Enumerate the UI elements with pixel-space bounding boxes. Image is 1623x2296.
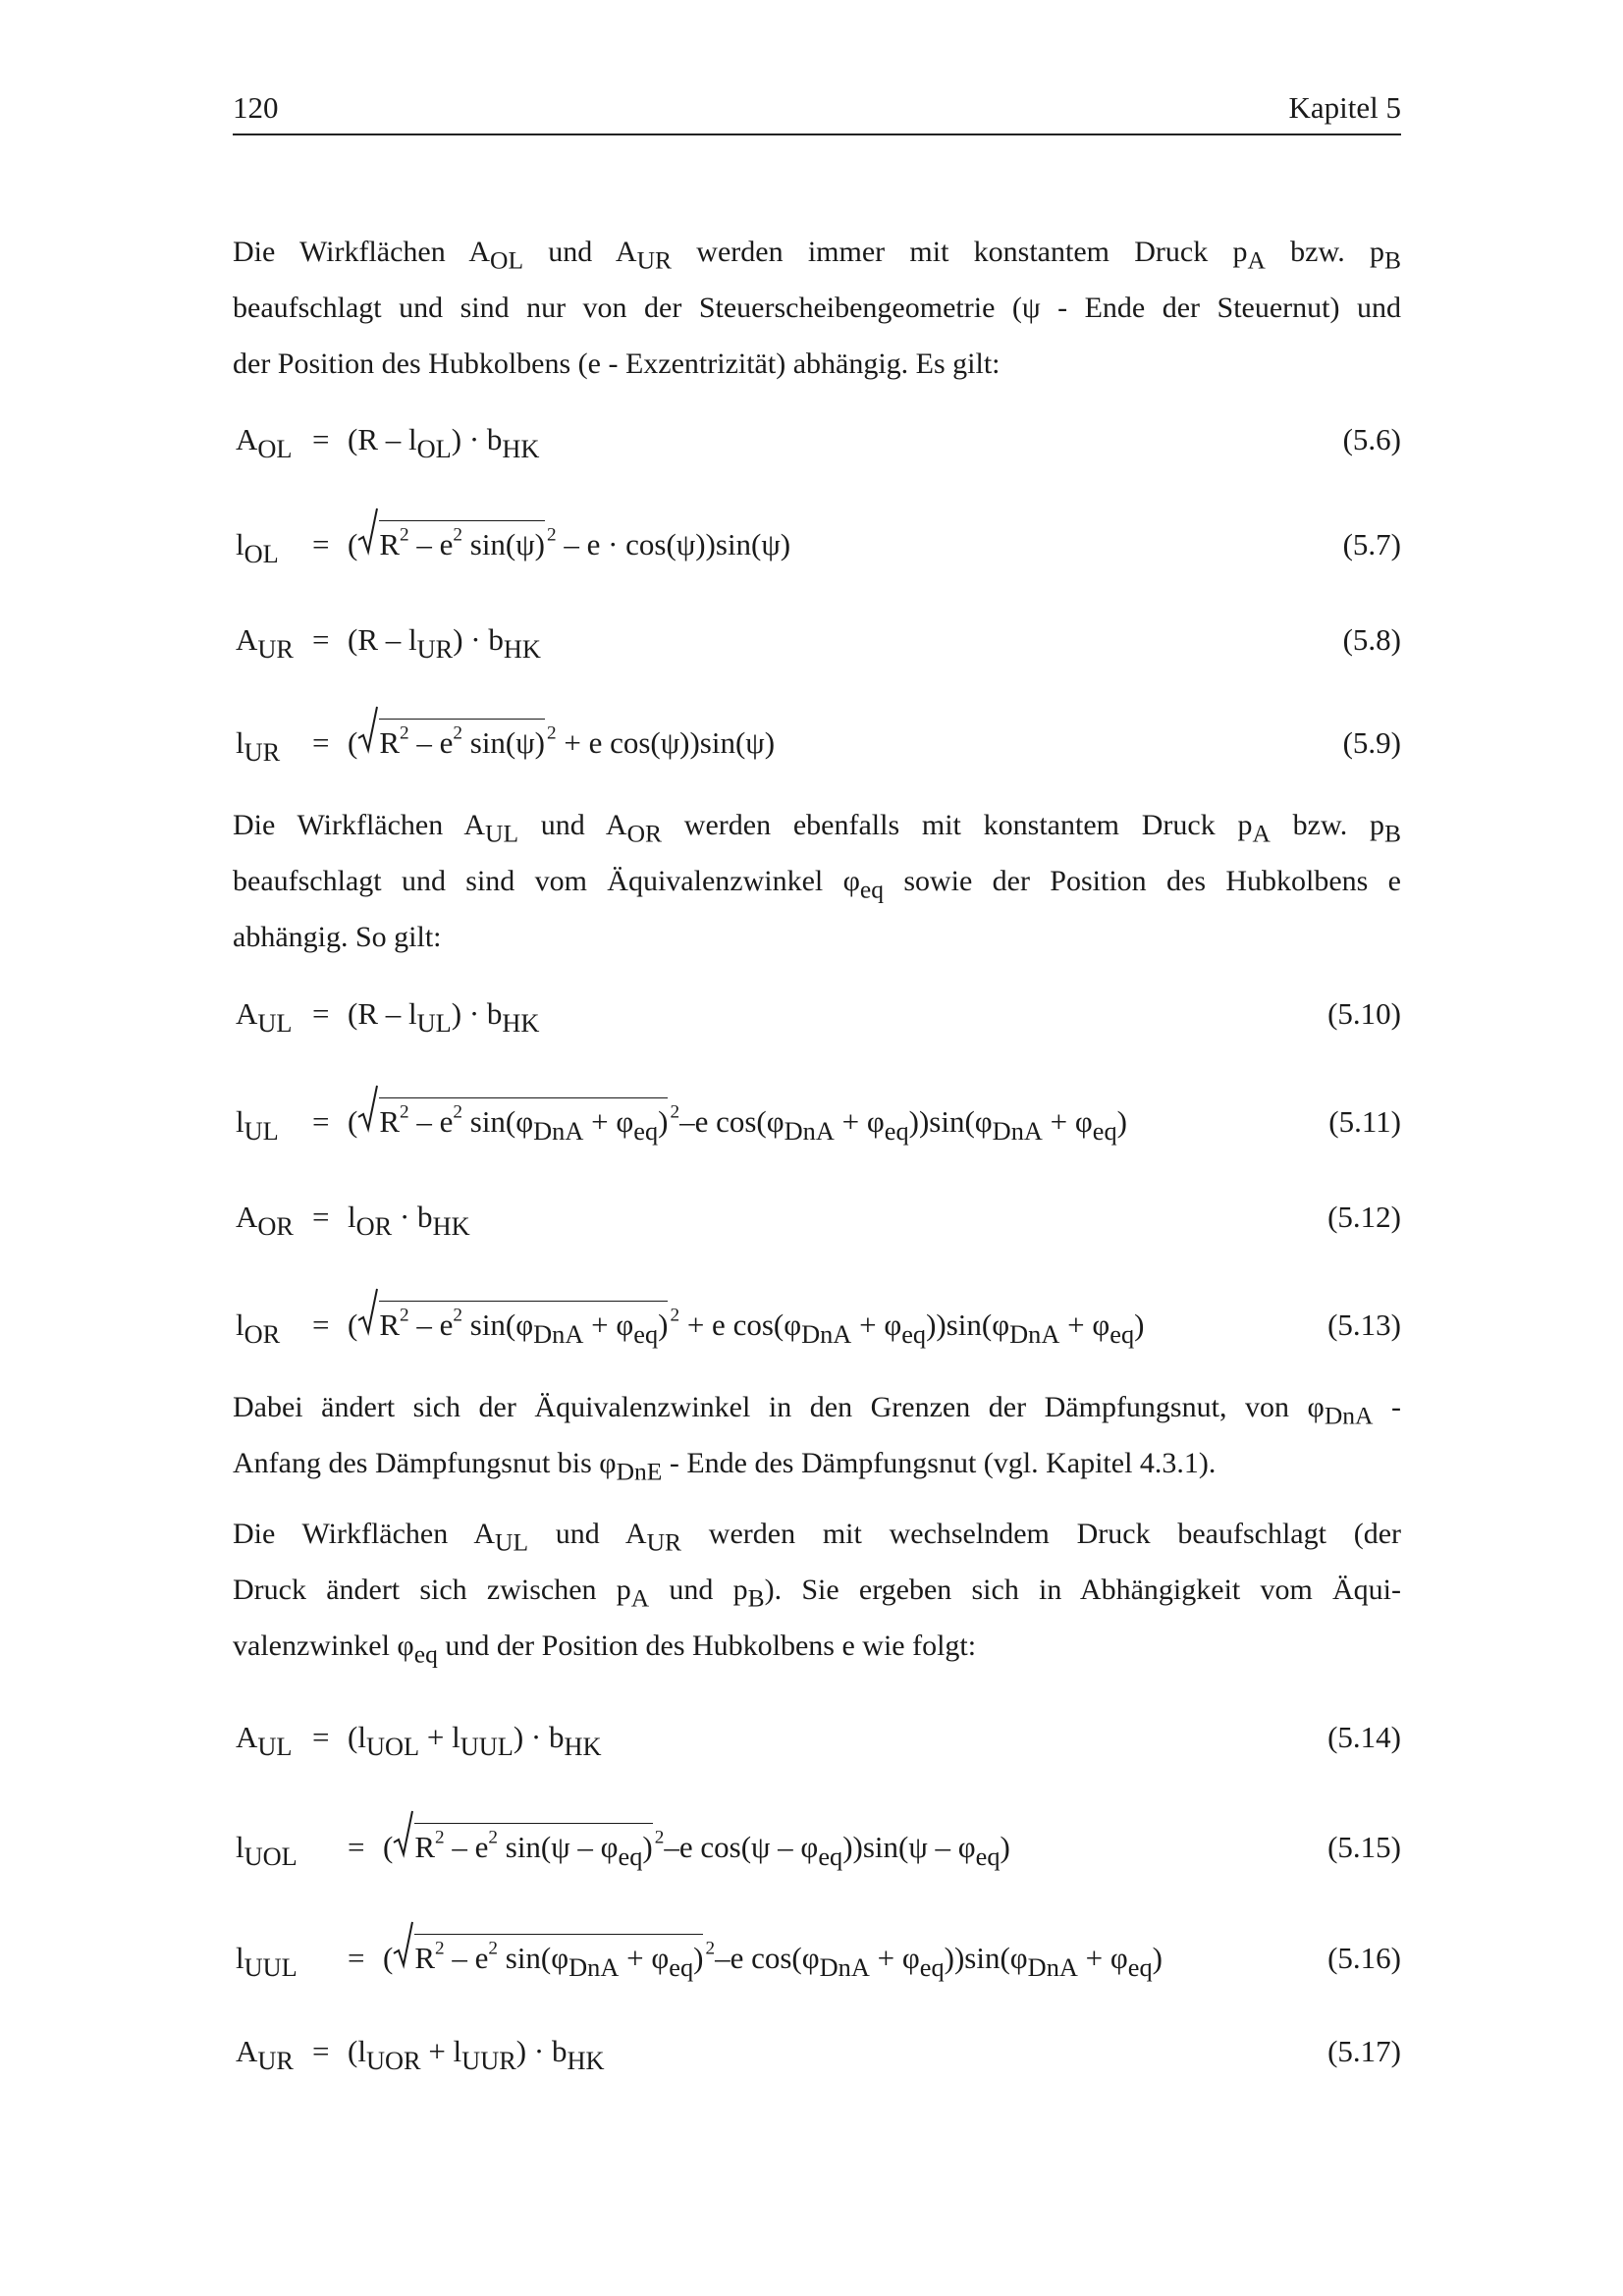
square-root: $R^2 - e^2$ sin(ψ) xyxy=(357,719,547,761)
equation-number: (5.14) xyxy=(1327,1720,1401,1754)
paragraph-line: Druck ändert sich zwischen $p_A$ und $p_B$). Sie ergeben sich in Abhängigkeit vom Äqui- xyxy=(233,1574,1401,1613)
equation-number: (5.8) xyxy=(1342,622,1401,657)
equation-number: (5.16) xyxy=(1327,1941,1401,1975)
equation-5-15: $l_{UOL}$ = ( $R^2 - e^2$ $\sin(\psi - \varphi_{eq})$ $^2$–e $\cos(\psi - \varphi_{eq}))\sin(\psi - \varphi_{eq})$ (5.15) xyxy=(236,1818,1401,1877)
paragraph-3 xyxy=(233,1379,1401,1491)
equation-number: (5.6) xyxy=(1342,422,1401,456)
equation-number: (5.12) xyxy=(1327,1200,1401,1234)
equation-number: (5.13) xyxy=(1327,1308,1401,1342)
equation-5-8: $A_{UR}$ = $(R - l_{UR}) \cdot b_{HK}$ (5.8) xyxy=(236,622,1401,664)
paragraph-line: Dabei ändert sich der Äquivalenzwinkel in den Grenzen der Dämpfungsnut, von $\varphi_{DnA}$ - xyxy=(233,1391,1401,1430)
square-root: $R^2 - e^2$ $\sin(\psi - \varphi_{eq})$ xyxy=(393,1823,654,1865)
paragraph-1 xyxy=(233,224,1401,392)
paragraph-line: valenzwinkel $\varphi_{eq}$ und der Position des Hubkolbens e wie folgt: xyxy=(233,1629,977,1669)
paragraph-line: beaufschlagt und sind vom Äquivalenzwinkel $\varphi_{eq}$ sowie der Position des Hubkolbens e xyxy=(233,865,1401,904)
square-root: $R^2 - e^2$ sin(ψ) xyxy=(357,520,547,562)
paragraph-line: Die Wirkflächen $A_{UL}$ und $A_{UR}$ werden mit wechselndem Druck beaufschlagt (der xyxy=(233,1518,1402,1557)
paragraph-line: beaufschlagt und sind nur von der Steuerscheibengeometrie (ψ - Ende der Steuernut) und xyxy=(233,292,1401,324)
equation-5-12: $A_{OR}$ = $l_{OR} \cdot b_{HK}$ (5.12) xyxy=(236,1200,1401,1241)
paragraph-line: abhängig. So gilt: xyxy=(233,921,442,953)
equation-number: (5.10) xyxy=(1327,996,1401,1031)
square-root: $R^2 - e^2$ $\sin(\varphi_{DnA} + \varphi_{eq})$ xyxy=(393,1934,705,1976)
equation-number: (5.11) xyxy=(1328,1104,1401,1139)
equation-5-7: $l_{OL}$ = ( $R^2 - e^2$ sin(ψ) $^2$ – e · cos(ψ))sin(ψ) (5.7) xyxy=(236,515,1401,574)
equation-number: (5.7) xyxy=(1342,527,1401,561)
paragraph-line: Anfang des Dämpfungsnut bis $\varphi_{DnE}$ - Ende des Dämpfungsnut (vgl. Kapitel 4.3.1). xyxy=(233,1447,1217,1486)
equation-number: (5.17) xyxy=(1327,2034,1401,2068)
paragraph-4 xyxy=(233,1506,1401,1674)
equation-5-10: $A_{UL}$ = $(R - l_{UL}) \cdot b_{HK}$ (5.10) xyxy=(236,996,1401,1038)
equation-number: (5.15) xyxy=(1327,1830,1401,1864)
paragraph-line: der Position des Hubkolbens (e - Exzentrizität) abhängig. Es gilt: xyxy=(233,347,1001,380)
equation-5-14: $A_{UL}$ = $(l_{UOL} + l_{UUL}) \cdot b_{HK}$ (5.14) xyxy=(236,1720,1401,1761)
square-root: $R^2 - e^2$ $\sin(\varphi_{DnA} + \varphi_{eq})$ xyxy=(357,1097,670,1140)
paragraph-line: Die Wirkflächen $A_{OL}$ und $A_{UR}$ werden immer mit konstantem Druck $p_A$ bzw. $p_B$ xyxy=(233,236,1401,275)
equation-5-11: $l_{UL}$ = ( $R^2 - e^2$ $\sin(\varphi_{DnA} + \varphi_{eq})$ $^2$–e $\cos(\varphi_{DnA} + \varphi_{eq}))\sin(\varphi_{DnA} + \varphi_{eq})$ (5.11) xyxy=(236,1093,1401,1151)
equation-5-16: $l_{UUL}$ = ( $R^2 - e^2$ $\sin(\varphi_{DnA} + \varphi_{eq})$ $^2$–e $\cos(\varphi_{DnA} + \varphi_{eq}))\sin(\varphi_{DnA} + \varphi_{eq})$ (5.16) xyxy=(236,1929,1401,1988)
equation-5-13: $l_{OR}$ = ( $R^2 - e^2$ $\sin(\varphi_{DnA} + \varphi_{eq}) ^2 + e$ $\cos(\varphi_{DnA} + \varphi_{eq}))\sin(\varphi_{DnA} + \varphi_{eq})$ (5.13) xyxy=(236,1296,1401,1355)
paragraph-line: Die Wirkflächen $A_{UL}$ und $A_{OR}$ werden ebenfalls mit konstantem Druck $p_A$ bzw. $p_B$ xyxy=(233,809,1401,848)
page-number: 120 xyxy=(233,90,279,125)
paragraph-2 xyxy=(233,797,1401,965)
equation-5-6: $A_{OL}$ = $(R - l_{OL}) \cdot b_{HK}$ (5.6) xyxy=(236,422,1401,463)
equation-number: (5.9) xyxy=(1342,725,1401,760)
running-header xyxy=(233,90,1401,135)
equation-5-9: $l_{UR}$ = ( $R^2 - e^2$ sin(ψ) $^2$ + e cos(ψ))sin(ψ) (5.9) xyxy=(236,714,1401,773)
square-root: $R^2 - e^2$ $\sin(\varphi_{DnA} + \varphi_{eq})$ xyxy=(357,1301,670,1343)
chapter-title: Kapitel 5 xyxy=(1288,90,1401,125)
equation-5-17: $A_{UR}$ = $(l_{UOR} + l_{UUR}) \cdot b_{HK}$ (5.17) xyxy=(236,2034,1401,2075)
